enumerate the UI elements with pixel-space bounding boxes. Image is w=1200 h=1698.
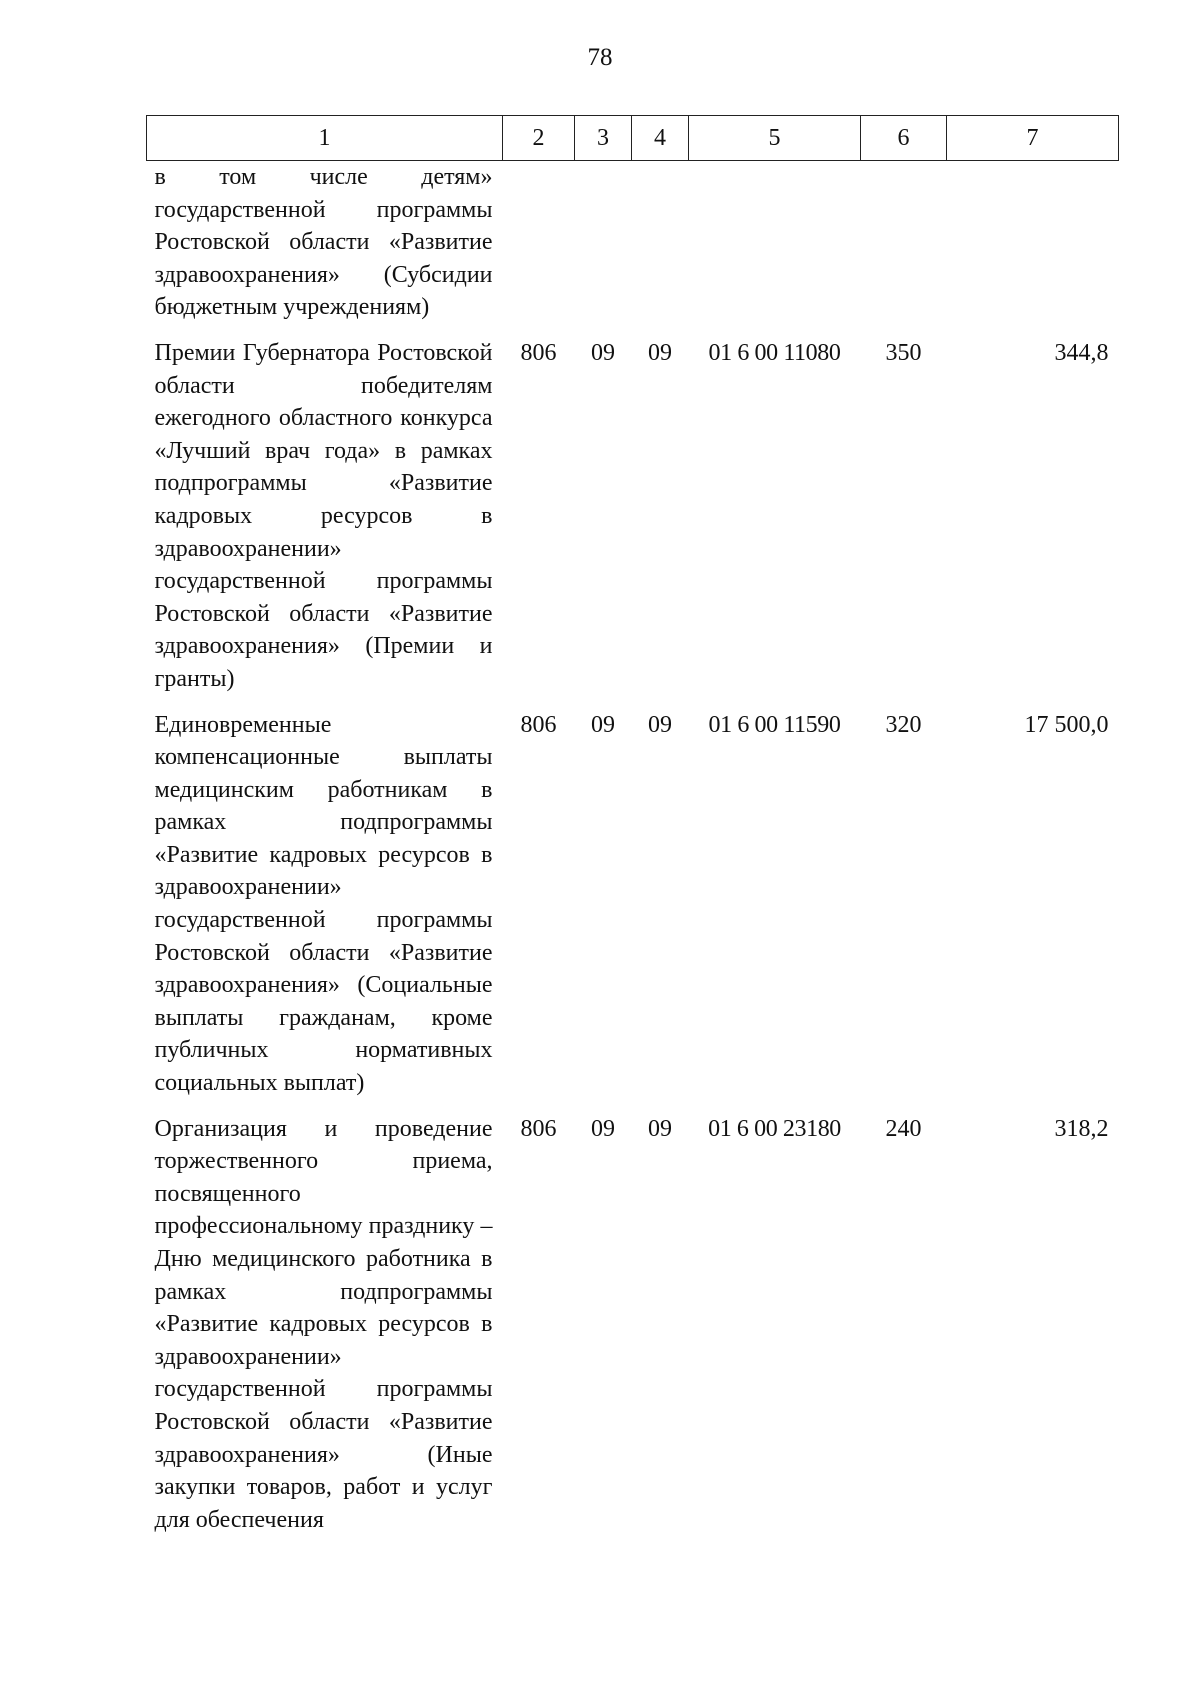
row-section: 09 xyxy=(591,711,615,738)
header-col-6: 6 xyxy=(861,116,947,161)
empty-cell xyxy=(575,161,632,337)
table-row-continuation xyxy=(147,161,1119,337)
row-ministry-code: 806 xyxy=(520,339,557,366)
row-expense-type: 240 xyxy=(885,1115,922,1142)
budget-table-container xyxy=(146,115,1119,1549)
empty-cell xyxy=(632,161,689,337)
table-row xyxy=(147,709,1119,1113)
row-amount: 344,8 xyxy=(1054,339,1109,366)
header-col-1: 1 xyxy=(147,116,503,161)
row-expense-type: 350 xyxy=(885,339,922,366)
row-target-article: 01 6 00 11590 xyxy=(708,711,841,738)
table-header-row xyxy=(147,116,1119,161)
row-subsection: 09 xyxy=(648,1115,672,1142)
header-col-7: 7 xyxy=(947,116,1119,161)
row-name: Организация и проведение торжественного приема, посвященного профессиональному празднику – Дню медицинского работника в рамках подпрограммы «Развитие кадровых ресурсов в здравоохранении» государственной программы Ростовской области «Развитие здравоохранения» (Иные закупки товаров, работ и услуг для обеспечения xyxy=(154,1115,493,1533)
empty-cell xyxy=(689,161,861,337)
row-amount: 17 500,0 xyxy=(1024,711,1109,738)
row-target-article: 01 6 00 11080 xyxy=(708,339,841,366)
empty-cell xyxy=(861,161,947,337)
row-name: Единовременные компенсационные выплаты медицинским работникам в рамках подпрограммы «Развитие кадровых ресурсов в здравоохранении» государственной программы Ростовской области «Развитие здравоохранения» (Социальные выплаты гражданам, кроме публичных нормативных социальных выплат) xyxy=(154,711,493,1097)
row-name: в том числе детям» государственной программы Ростовской области «Развитие здравоохранения» (Субсидии бюджетным учреждениям) xyxy=(154,164,493,321)
page-number: 78 xyxy=(587,44,613,71)
header-col-2: 2 xyxy=(503,116,575,161)
table-row xyxy=(147,1113,1119,1550)
row-section: 09 xyxy=(591,339,615,366)
table-row xyxy=(147,337,1119,709)
row-amount: 318,2 xyxy=(1054,1115,1109,1142)
row-ministry-code: 806 xyxy=(520,711,557,738)
row-subsection: 09 xyxy=(648,711,672,738)
empty-cell xyxy=(503,161,575,337)
row-ministry-code: 806 xyxy=(520,1115,557,1142)
header-col-4: 4 xyxy=(632,116,689,161)
header-col-5: 5 xyxy=(689,116,861,161)
row-subsection: 09 xyxy=(648,339,672,366)
row-name: Премии Губернатора Ростовской области победителям ежегодного областного конкурса «Лучший врач года» в рамках подпрограммы «Развитие кадровых ресурсов в здравоохранении» государственной программы Ростовской области «Развитие здравоохранения» (Премии и гранты) xyxy=(154,339,493,692)
row-target-article: 01 6 00 23180 xyxy=(708,1115,841,1142)
budget-table xyxy=(146,115,1119,1549)
row-section: 09 xyxy=(591,1115,615,1142)
header-col-3: 3 xyxy=(575,116,632,161)
empty-cell xyxy=(947,161,1119,337)
row-expense-type: 320 xyxy=(885,711,922,738)
